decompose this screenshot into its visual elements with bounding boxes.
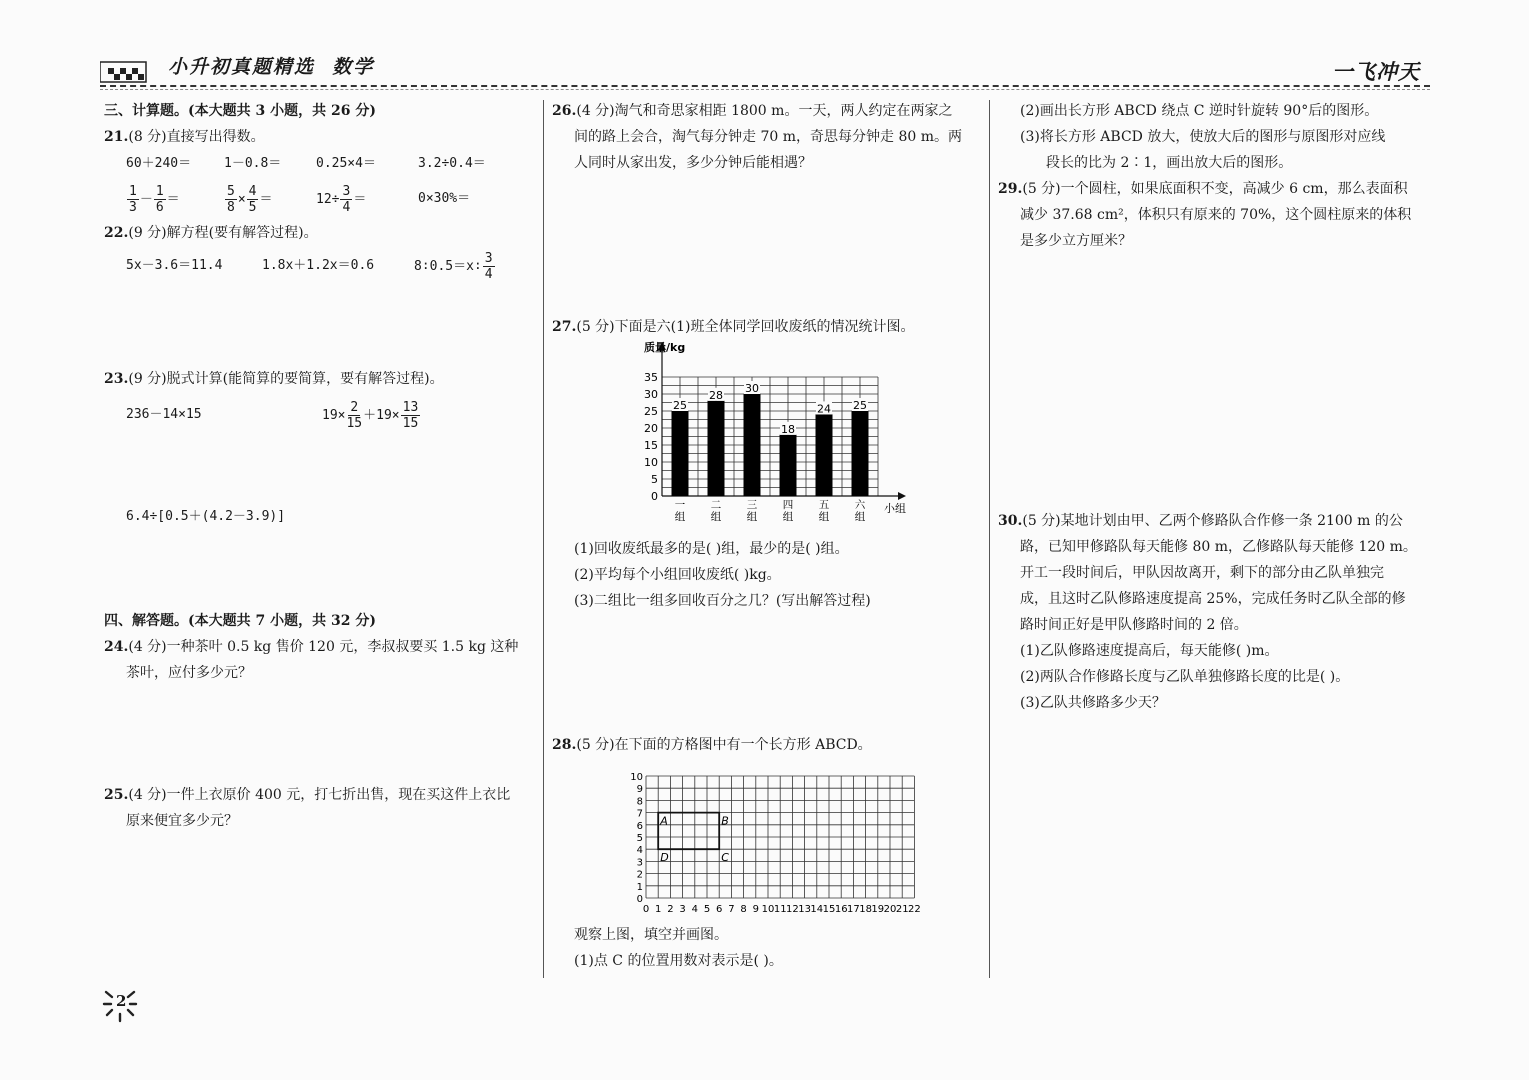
chart-data-label: 30 <box>745 382 759 395</box>
page-number-badge <box>100 984 146 1024</box>
grid-origin: 0 <box>636 894 643 905</box>
chart-y-label: 质量/kg <box>644 341 686 354</box>
column-divider-1 <box>543 100 544 978</box>
chart-y-tick: 15 <box>644 439 658 452</box>
q23-item: 236－14×15 <box>126 407 202 422</box>
grid-point-label: C <box>721 851 729 865</box>
brand-logo: 一飞冲天 <box>1332 59 1420 84</box>
chart-y-tick: 30 <box>644 388 658 401</box>
question-30-sub2: (2)两队合作修路长度与乙队单独修路长度的比是( )。 <box>1020 669 1350 685</box>
grid-x-tick: 18 <box>859 904 872 915</box>
header-divider <box>100 85 1430 87</box>
question-27-sub3: (3)二组比一组多回收百分之几？(写出解答过程) <box>574 593 871 609</box>
chart-x-tick: 二组 <box>710 499 722 523</box>
grid-x-tick: 7 <box>728 904 735 915</box>
grid-y-tick: 9 <box>636 784 643 796</box>
question-27-sub2: (2)平均每个小组回收废纸( )kg。 <box>574 567 781 583</box>
header-divider-thin <box>100 89 1430 90</box>
chart-y-tick: 0 <box>651 490 658 503</box>
chart-x-tick: 一组 <box>674 499 686 523</box>
header-logo-squares <box>100 58 148 88</box>
grid-x-tick: 2 <box>667 904 674 915</box>
grid-x-tick: 20 <box>883 904 897 915</box>
coordinate-grid <box>624 766 928 926</box>
grid-x-tick: 12 <box>786 904 799 915</box>
chart-x-tick: 四组 <box>782 499 794 523</box>
chart-data-label: 28 <box>709 388 723 402</box>
grid-x-tick: 11 <box>773 904 787 915</box>
question-24: 24.(4 分)一种茶叶 0.5 kg 售价 120 元，李叔叔要买 1.5 kg 这种 <box>104 639 519 655</box>
question-29-line3: 是多少立方厘米？ <box>1020 233 1132 249</box>
question-28-sub3: (3)将长方形 ABCD 放大，使放大后的图形与原图形对应线 <box>1020 129 1386 145</box>
q21-frac-item: $\frac{1}{3}$ － $\frac{1}{6}$ ＝ <box>129 183 180 215</box>
grid-x-tick: 14 <box>810 904 824 915</box>
question-28-sub1: (1)点 C 的位置用数对表示是( )。 <box>574 953 783 969</box>
question-23: 23.(9 分)脱式计算(能简算的要简算，要有解答过程)。 <box>104 371 444 387</box>
question-28-observe: 观察上图，填空并画图。 <box>574 927 728 943</box>
grid-y-tick: 4 <box>636 845 643 857</box>
chart-x-arrow <box>898 492 906 500</box>
question-29-line2: 减少 37.68 cm²，体积只有原来的 70%，这个圆柱原来的体积 <box>1020 207 1412 223</box>
question-30-sub1: (1)乙队修路速度提高后，每天能修( )m。 <box>1020 643 1279 659</box>
grid-x-tick: 9 <box>752 904 759 915</box>
question-25-line2: 原来便宜多少元？ <box>126 813 238 829</box>
grid-x-tick: 13 <box>798 904 811 915</box>
q21-item: 1－0.8＝ <box>224 156 282 171</box>
grid-x-tick: 21 <box>895 904 909 915</box>
question-30-line3: 开工一段时间后，甲队因故离开，剩下的部分由乙队单独完 <box>1020 565 1384 581</box>
chart-data-label: 25 <box>853 399 867 412</box>
chart-y-tick: 20 <box>644 422 658 435</box>
question-30-line5: 路时间正好是甲队修路时间的 2 倍。 <box>1020 617 1248 633</box>
chart-x-tick: 三组 <box>746 499 758 523</box>
grid-y-tick: 5 <box>636 833 643 844</box>
left-column <box>104 98 536 834</box>
question-30-sub3: (3)乙队共修路多少天？ <box>1020 695 1166 711</box>
question-25: 25.(4 分)一件上衣原价 400 元，打七折出售，现在买这件上衣比 <box>104 787 511 803</box>
chart-bar <box>708 401 725 496</box>
column-divider-2 <box>989 100 990 978</box>
question-27: 27.(5 分)下面是六(1)班全体同学回收废纸的情况统计图。 <box>552 319 915 335</box>
question-30-line2: 路，已知甲修路队每天能修 80 m，乙修路队每天能修 120 m。 <box>1020 539 1417 555</box>
q21-item: 3.2÷0.4＝ <box>418 156 486 171</box>
grid-point-label: B <box>721 814 729 828</box>
question-30-line4: 成，且这时乙队修路速度提高 25%，完成任务时乙队全部的修 <box>1020 591 1406 607</box>
grid-x-tick: 16 <box>834 904 848 915</box>
chart-x-tick: 六组 <box>854 499 866 523</box>
q21-row-2 <box>104 178 536 220</box>
question-26: 26.(4 分)淘气和奇思家相距 1800 m。一天，两人约定在两家之 <box>552 103 953 119</box>
grid-point-label: D <box>660 851 669 865</box>
question-30: 30.(5 分)某地计划由甲、乙两个修路队合作修一条 2100 m 的公 <box>998 513 1403 529</box>
chart-y-tick: 10 <box>644 456 658 469</box>
right-column <box>998 98 1430 716</box>
q22-item: 5x－3.6＝11.4 <box>126 258 223 273</box>
grid-x-tick: 15 <box>822 904 836 915</box>
question-26-line3: 人同时从家出发，多少分钟后能相遇？ <box>574 155 812 171</box>
grid-y-tick: 6 <box>636 820 643 832</box>
q23-row <box>104 392 536 438</box>
q21-frac-item: $\frac{5}{8}$ × $\frac{4}{5}$ ＝ <box>227 183 273 215</box>
q22-item: 1.8x＋1.2x＝0.6 <box>262 258 375 273</box>
question-26-line2: 间的路上会合，淘气每分钟走 70 m，奇思每分钟走 80 m。两 <box>574 129 962 145</box>
chart-bar <box>816 414 833 496</box>
grid-x-tick: 1 <box>655 904 662 915</box>
grid-x-tick: 22 <box>908 904 921 915</box>
section-4-heading: 四、解答题。(本大题共 7 小题，共 32 分) <box>104 613 376 629</box>
chart-data-label: 25 <box>673 399 687 412</box>
q21-frac-item: 12÷ $\frac{3}{4}$ ＝ <box>316 183 367 215</box>
chart-bar <box>672 411 689 496</box>
grid-y-tick: 7 <box>636 808 643 820</box>
chart-y-tick: 35 <box>644 371 658 384</box>
chart-bar <box>852 411 869 496</box>
q23-item-c: 6.4÷[0.5＋(4.2－3.9)] <box>126 509 286 524</box>
grid-x-tick: 0 <box>642 904 650 915</box>
chart-data-label: 24 <box>817 402 831 416</box>
q21-item: 0.25×4＝ <box>316 156 376 171</box>
q21-item: 60＋240＝ <box>126 156 192 171</box>
question-28: 28.(5 分)在下面的方格图中有一个长方形 ABCD。 <box>552 737 872 753</box>
grid-x-tick: 10 <box>761 904 775 915</box>
grid-x-tick: 17 <box>847 904 860 915</box>
bar-chart <box>636 336 926 528</box>
q22-row <box>104 246 536 286</box>
grid-x-tick: 6 <box>716 904 723 915</box>
q21-row-1 <box>104 150 536 178</box>
chart-x-tick: 五组 <box>818 499 830 523</box>
question-28-sub3-line2: 段长的比为 2∶1，画出放大后的图形。 <box>1046 155 1293 171</box>
chart-bar <box>744 394 761 496</box>
grid-x-tick: 8 <box>740 904 747 915</box>
chart-y-tick: 5 <box>651 473 658 486</box>
chart-y-tick: 25 <box>644 405 658 418</box>
chart-x-label: 小组 <box>884 502 906 515</box>
grid-x-tick: 4 <box>691 904 698 915</box>
question-29: 29.(5 分)一个圆柱，如果底面积不变，高减少 6 cm，那么表面积 <box>998 181 1408 197</box>
q22-item: 8∶0.5＝x∶ $\frac{3}{4}$ <box>414 250 493 282</box>
grid-point-label: A <box>660 814 668 828</box>
chart-data-label: 18 <box>781 422 795 436</box>
question-22: 22.(9 分)解方程(要有解答过程)。 <box>104 225 318 241</box>
chart-bar <box>780 435 797 496</box>
section-3-heading: 三、计算题。(本大题共 3 小题，共 26 分) <box>104 103 376 119</box>
question-28-sub2: (2)画出长方形 ABCD 绕点 C 逆时针旋转 90°后的图形。 <box>1020 103 1379 119</box>
grid-y-tick: 3 <box>636 857 643 869</box>
question-27-sub1: (1)回收废纸最多的是( )组，最少的是( )组。 <box>574 541 849 557</box>
page-title: 小升初真题精选 数学 <box>168 56 375 78</box>
grid-y-tick: 10 <box>630 772 643 783</box>
grid-x-tick: 5 <box>703 904 711 915</box>
grid-y-tick: 8 <box>636 796 643 808</box>
grid-x-tick: 19 <box>871 904 885 915</box>
grid-y-tick: 2 <box>636 869 643 881</box>
question-21: 21.(8 分)直接写出得数。 <box>104 129 265 145</box>
page-number: 2 <box>116 992 127 1010</box>
grid-y-tick: 1 <box>636 881 643 893</box>
question-24-line2: 茶叶，应付多少元？ <box>126 665 252 681</box>
checker-icon <box>100 58 148 84</box>
q23-item: 19× $\frac{2}{15}$ ＋19× $\frac{13}{15}$ <box>322 399 419 431</box>
grid-x-tick: 3 <box>679 904 686 915</box>
q21-item: 0×30%＝ <box>418 191 471 206</box>
